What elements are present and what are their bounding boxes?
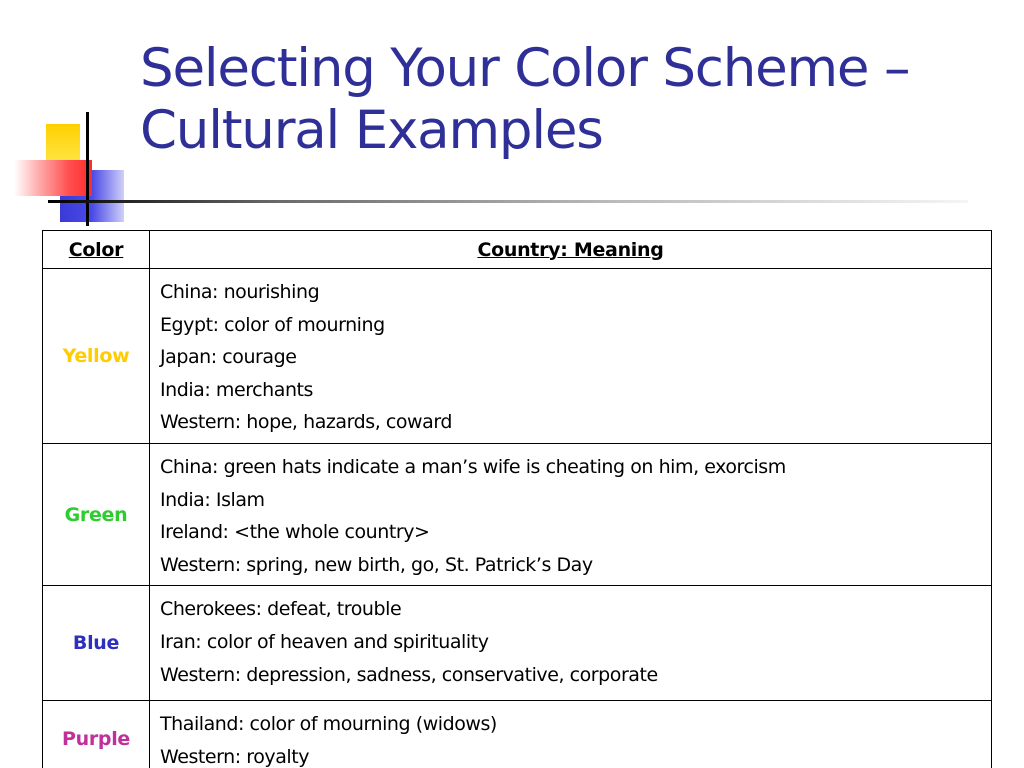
list-item: Western: hope, hazards, coward bbox=[160, 411, 452, 434]
list-item: Ireland: <the whole country> bbox=[160, 521, 430, 544]
meaning-cell-yellow bbox=[150, 269, 992, 444]
slide-title-line-2: Cultural Examples bbox=[140, 100, 603, 161]
decorative-vertical-line bbox=[86, 112, 89, 226]
table-row bbox=[43, 701, 992, 768]
table-row bbox=[43, 269, 992, 444]
slide-title-line-1: Selecting Your Color Scheme – bbox=[140, 38, 910, 99]
header-country-meaning: Country: Meaning bbox=[150, 231, 992, 269]
list-item: Iran: color of heaven and spirituality bbox=[160, 630, 489, 653]
list-item: India: merchants bbox=[160, 378, 313, 401]
color-label-purple: Purple bbox=[43, 701, 150, 768]
list-item: Western: royalty bbox=[160, 745, 310, 768]
header-color: Color bbox=[43, 231, 150, 269]
meaning-cell-green bbox=[150, 443, 992, 585]
decorative-red-bar bbox=[14, 160, 92, 196]
list-item: India: Islam bbox=[160, 488, 265, 511]
table-row bbox=[43, 586, 992, 701]
color-meanings-table bbox=[42, 230, 992, 768]
list-item: Western: depression, sadness, conservative, corporate bbox=[160, 663, 658, 686]
color-label-yellow: Yellow bbox=[43, 269, 150, 444]
list-item: Cherokees: defeat, trouble bbox=[160, 598, 402, 621]
meaning-cell-blue bbox=[150, 586, 992, 701]
list-item: China: nourishing bbox=[160, 281, 320, 303]
list-item: Egypt: color of mourning bbox=[160, 313, 385, 336]
title-underline-rule bbox=[48, 200, 968, 203]
table-row bbox=[43, 443, 992, 585]
list-item: Thailand: color of mourning (widows) bbox=[160, 713, 497, 736]
meaning-cell-purple bbox=[150, 701, 992, 768]
table-header-row bbox=[43, 231, 992, 269]
list-item: Japan: courage bbox=[160, 346, 297, 369]
list-item: China: green hats indicate a man’s wife is cheating on him, exorcism bbox=[160, 455, 786, 478]
slide-title bbox=[140, 38, 1010, 162]
list-item: Western: spring, new birth, go, St. Patrick’s Day bbox=[160, 553, 593, 576]
color-label-green: Green bbox=[43, 443, 150, 585]
color-label-blue: Blue bbox=[43, 586, 150, 701]
